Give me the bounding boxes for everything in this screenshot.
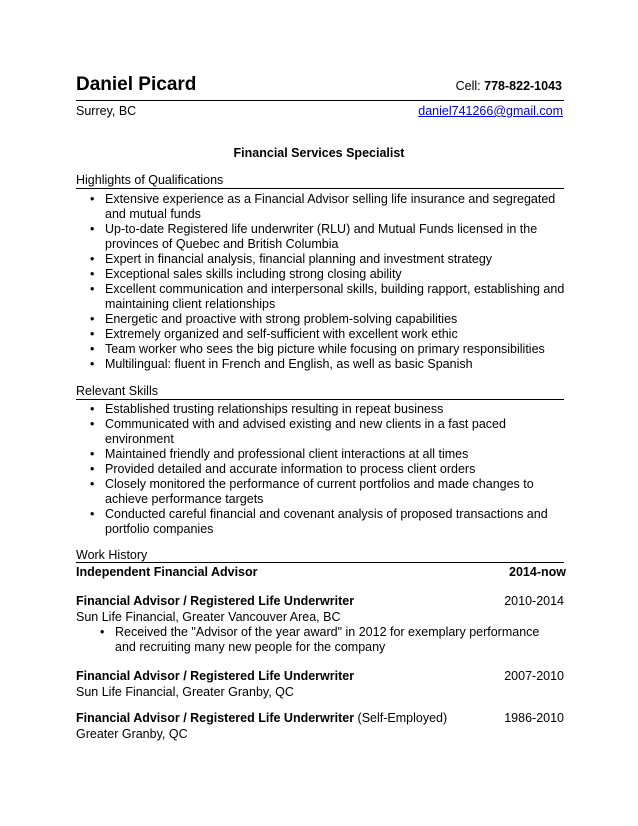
list-item: • Provided detailed and accurate information to process client orders (76, 462, 566, 477)
list-item: • Multilingual: fluent in French and English, as well as basic Spanish (76, 357, 566, 372)
job-dates: 2010-2014 (504, 594, 564, 608)
list-item: • Up-to-date Registered life underwriter (RLU) and Mutual Funds licensed in the provinces of Quebec and British Columbia (76, 222, 566, 252)
job-bullets (86, 625, 556, 655)
list-item: • Extensive experience as a Financial Advisor selling life insurance and segregated and mutual funds (76, 192, 566, 222)
section-title-work: Work History (76, 548, 148, 562)
job-organization: Greater Granby, QC (76, 727, 188, 741)
list-item: • Expert in financial analysis, financial planning and investment strategy (76, 252, 566, 267)
job-title-text: Financial Advisor / Registered Life Underwriter (76, 711, 355, 725)
cell-phone (456, 79, 562, 93)
list-item: • Communicated with and advised existing and new clients in a fast paced environment (76, 417, 566, 447)
section-divider-skills (76, 399, 564, 400)
job-title: Financial Advisor / Registered Life Underwriter (76, 669, 355, 683)
list-item: • Energetic and proactive with strong problem-solving capabilities (76, 312, 566, 327)
list-item: • Excellent communication and interpersonal skills, building rapport, establishing and maintaining client relationships (76, 282, 566, 312)
job-title (76, 711, 447, 725)
candidate-location: Surrey, BC (76, 104, 137, 118)
section-divider-highlights (76, 188, 564, 189)
section-divider-work (76, 562, 564, 563)
candidate-name: Daniel Picard (76, 74, 197, 95)
list-item: • Maintained friendly and professional client interactions at all times (76, 447, 566, 462)
list-item: • Established trusting relationships resulting in repeat business (76, 402, 566, 417)
job-dates: 1986-2010 (504, 711, 564, 725)
job-organization: Sun Life Financial, Greater Vancouver Area, BC (76, 610, 341, 624)
job-dates: 2014-now (509, 565, 566, 579)
section-title-highlights: Highlights of Qualifications (76, 173, 224, 187)
list-item: • Team worker who sees the big picture while focusing on primary responsibilities (76, 342, 566, 357)
header-divider (76, 100, 564, 101)
list-item: • Extremely organized and self-sufficient with excellent work ethic (76, 327, 566, 342)
list-item: • Received the "Advisor of the year award" in 2012 for exemplary performance and recruiting many new people for the company (86, 625, 556, 655)
job-organization: Sun Life Financial, Greater Granby, QC (76, 685, 294, 699)
skills-list (76, 402, 566, 537)
list-item: • Closely monitored the performance of current portfolios and made changes to achieve performance targets (76, 477, 566, 507)
job-title: Financial Advisor / Registered Life Underwriter (76, 594, 355, 608)
section-title-skills: Relevant Skills (76, 384, 158, 398)
email-link[interactable]: daniel741266@gmail.com (418, 104, 563, 118)
objective-title: Financial Services Specialist (233, 146, 405, 160)
cell-number: 778-822-1043 (484, 79, 562, 93)
list-item: • Conducted careful financial and covenant analysis of proposed transactions and portfolio companies (76, 507, 566, 537)
job-title-suffix: (Self-Employed) (354, 711, 448, 725)
highlights-list (76, 192, 566, 372)
job-dates: 2007-2010 (504, 669, 564, 683)
list-item: • Exceptional sales skills including strong closing ability (76, 267, 566, 282)
cell-label: Cell: (455, 79, 481, 93)
job-title: Independent Financial Advisor (76, 565, 258, 579)
